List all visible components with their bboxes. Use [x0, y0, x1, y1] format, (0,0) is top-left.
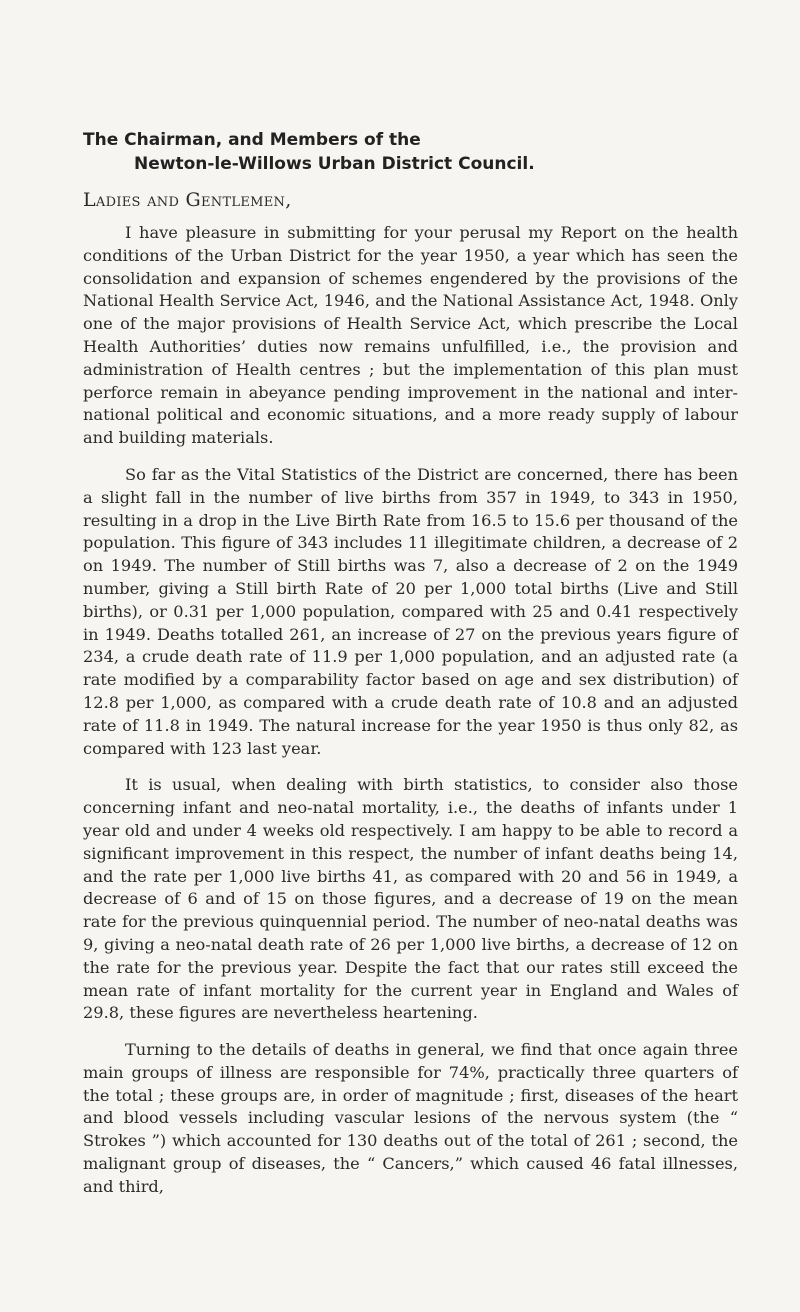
addressee-line-1: The Chairman, and Members of the	[83, 130, 421, 150]
salutation: Ladies and Gentlemen,	[83, 189, 292, 211]
paragraph-causes-of-death: Turning to the details of deaths in general, we find that once again three main groups of illness are responsible for 74%, practically three quarters of the total ; these groups are, in order of magnitude ; first, diseases of the heart and blood vessels including vascular lesions of the nervous system (the “ Strokes ”) which accounted for 130 deaths out of the total of 261 ; second, the malignant group of diseases, the “ Cancers,” which caused 46 fatal illnesses, and third,	[83, 1040, 738, 1196]
addressee-line-2: Newton-le-Willows Urban District Council.	[134, 154, 535, 174]
paragraph-introduction: I have pleasure in submitting for your perusal my Report on the health conditions of the Urban District for the year 1950, a year which has seen the consolidation and expansion of schemes engendered by the provisions of the National Health Service Act, 1946, and the National Assistance Act, 1948. Only one of the major provisions of Health Service Act, which prescribe the Local Health Authorities’ duties now remains unfulfilled, i.e., the provision and administration of Health centres ; but the implementation of this plan must perforce remain in abeyance pending improvement in the national and inter- national political and economic situations, and a more ready supply of labour and building materials.	[83, 223, 738, 448]
paragraph-infant-mortality: It is usual, when dealing with birth statistics, to consider also those concerning infant and neo-natal mortality, i.e., the deaths of infants under 1 year old and under 4 weeks old respectively. I am happy to be able to record a significant improvement in this respect, the number of infant deaths being 14, and the rate per 1,000 live births 41, as compared with 20 and 56 in 1949, a decrease of 6 and of 15 on those figures, and a decrease of 19 on the mean rate for the previous quinquennial period. The number of neo-natal deaths was 9, giving a neo-natal death rate of 26 per 1,000 live births, a decrease of 12 on the rate for the previous year. Despite the fact that our rates still exceed the mean rate of infant mortality for the current year in England and Wales of 29.8, these figures are nevertheless heartening.	[83, 775, 738, 1023]
paragraph-vital-statistics: So far as the Vital Statistics of the District are concerned, there has been a slight fall in the number of live births from 357 in 1949, to 343 in 1950, resulting in a drop in the Live Birth Rate from 16.5 to 15.6 per thousand of the population. This figure of 343 includes 11 illegitimate children, a decrease of 2 on 1949. The number of Still births was 7, also a decrease of 2 on the 1949 number, giving a Still birth Rate of 20 per 1,000 total births (Live and Still births), or 0.31 per 1,000 population, compared with 25 and 0.41 respectively in 1949. Deaths totalled 261, an increase of 27 on the previous years figure of 234, a crude death rate of 11.9 per 1,000 population, and an adjusted rate (a rate modified by a comparability factor based on age and sex distribution) of 12.8 per 1,000, as compared with a crude death rate of 10.8 and an adjusted rate of 11.8 in 1949. The natural increase for the year 1950 is thus only 82, as compared with 123 last year.	[83, 464, 738, 758]
